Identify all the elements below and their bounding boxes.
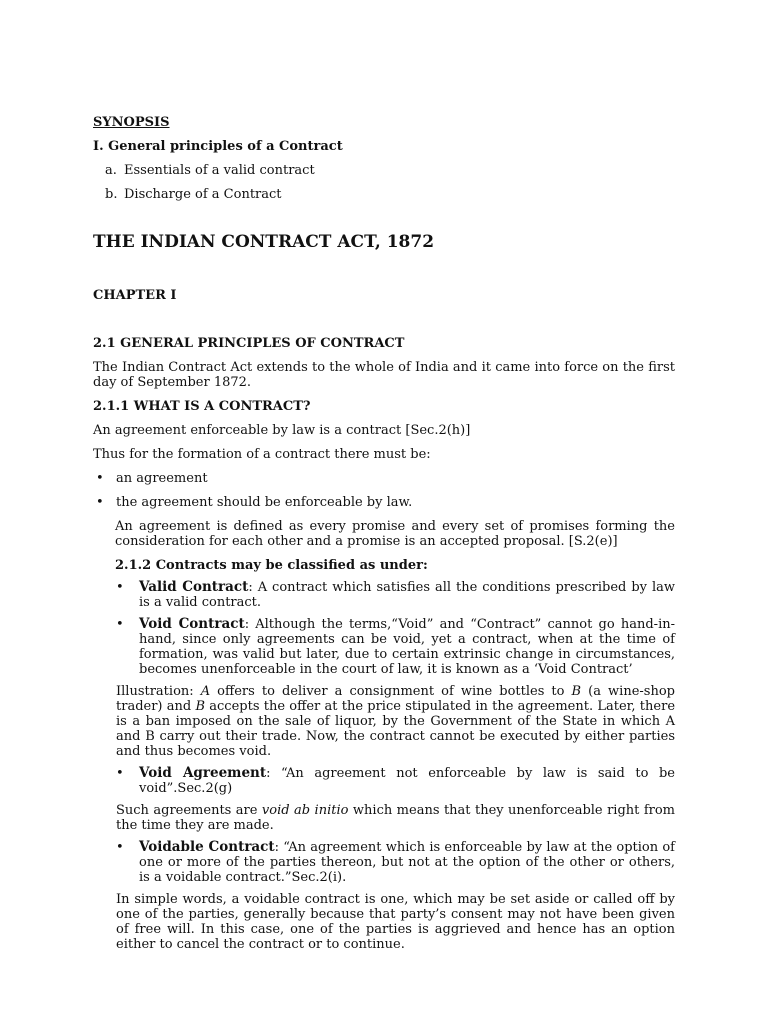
contract-definition: An agreement enforceable by law is a contract [Sec.2(h)]	[93, 423, 471, 438]
formation-intro: Thus for the formation of a contract there must be:	[93, 447, 431, 462]
act-title: THE INDIAN CONTRACT ACT, 1872	[93, 232, 435, 252]
ab-initio-paragraph: Such agreements are void ab initio which means that they unenforceable right from the time they are made.	[116, 803, 675, 833]
voidable-list	[93, 840, 675, 885]
document-page	[93, 115, 675, 959]
list-item: • the agreement should be enforceable by law.	[93, 495, 675, 510]
list-item: • an agreement	[93, 471, 675, 486]
formation-list	[93, 471, 675, 510]
list-item-void-agreement: • Void Agreement: “An agreement not enforceable by law is said to be void”.Sec.2(g)	[93, 766, 675, 796]
synopsis-list	[93, 163, 675, 202]
synopsis-title: SYNOPSIS	[93, 115, 170, 130]
list-item-voidable-contract: • Voidable Contract: “An agreement which is enforceable by law at the option of one or more of the parties thereon, but not at the option of the other or others, is a voidable contract.”Sec.2(i).	[93, 840, 675, 885]
synopsis-item: b. Discharge of a Contract	[105, 187, 282, 202]
synopsis-item: a. Essentials of a valid contract	[105, 163, 315, 178]
section-2-1-1-heading: 2.1.1 WHAT IS A CONTRACT?	[93, 399, 311, 414]
simple-words-paragraph: In simple words, a voidable contract is one, which may be set aside or called off by one of the parties, generally because that party’s consent may not have been given of free will. In this case, one of the parties is aggrieved and hence has an option either to cancel the contract or to continue.	[116, 892, 675, 952]
classification-list	[93, 580, 675, 677]
agreement-definition: An agreement is defined as every promise and every set of promises forming the consideration for each other and a promise is an accepted proposal. [S.2(e)]	[115, 519, 675, 549]
section-2-1-2-heading: 2.1.2 Contracts may be classified as under:	[115, 558, 428, 573]
section-2-1-heading: 2.1 GENERAL PRINCIPLES OF CONTRACT	[93, 336, 405, 351]
list-item-valid-contract: • Valid Contract: A contract which satisfies all the conditions prescribed by law is a valid contract.	[93, 580, 675, 610]
synopsis-heading: I. General principles of a Contract	[93, 139, 343, 154]
chapter-heading: CHAPTER I	[93, 288, 177, 303]
illustration-paragraph: Illustration: A offers to deliver a consignment of wine bottles to B (a wine-shop trader) and B accepts the offer at the price stipulated in the agreement. Later, there is a ban imposed on the sale of liquor, by the Government of the State in which A and B carry out their trade. Now, the contract cannot be executed by either parties and thus becomes void.	[116, 684, 676, 759]
list-item-void-contract: • Void Contract: Although the terms,“Void” and “Contract” cannot go hand-in-hand, since only agreements can be void, yet a contract, when at the time of formation, was valid but later, due to certain extrinsic change in circumstances, becomes unenforceable in the court of law, it is known as a ‘Void Contract’	[93, 617, 675, 677]
section-2-1-text: The Indian Contract Act extends to the whole of India and it came into force on the first day of September 1872.	[93, 360, 675, 390]
void-agreement-list	[93, 766, 675, 796]
